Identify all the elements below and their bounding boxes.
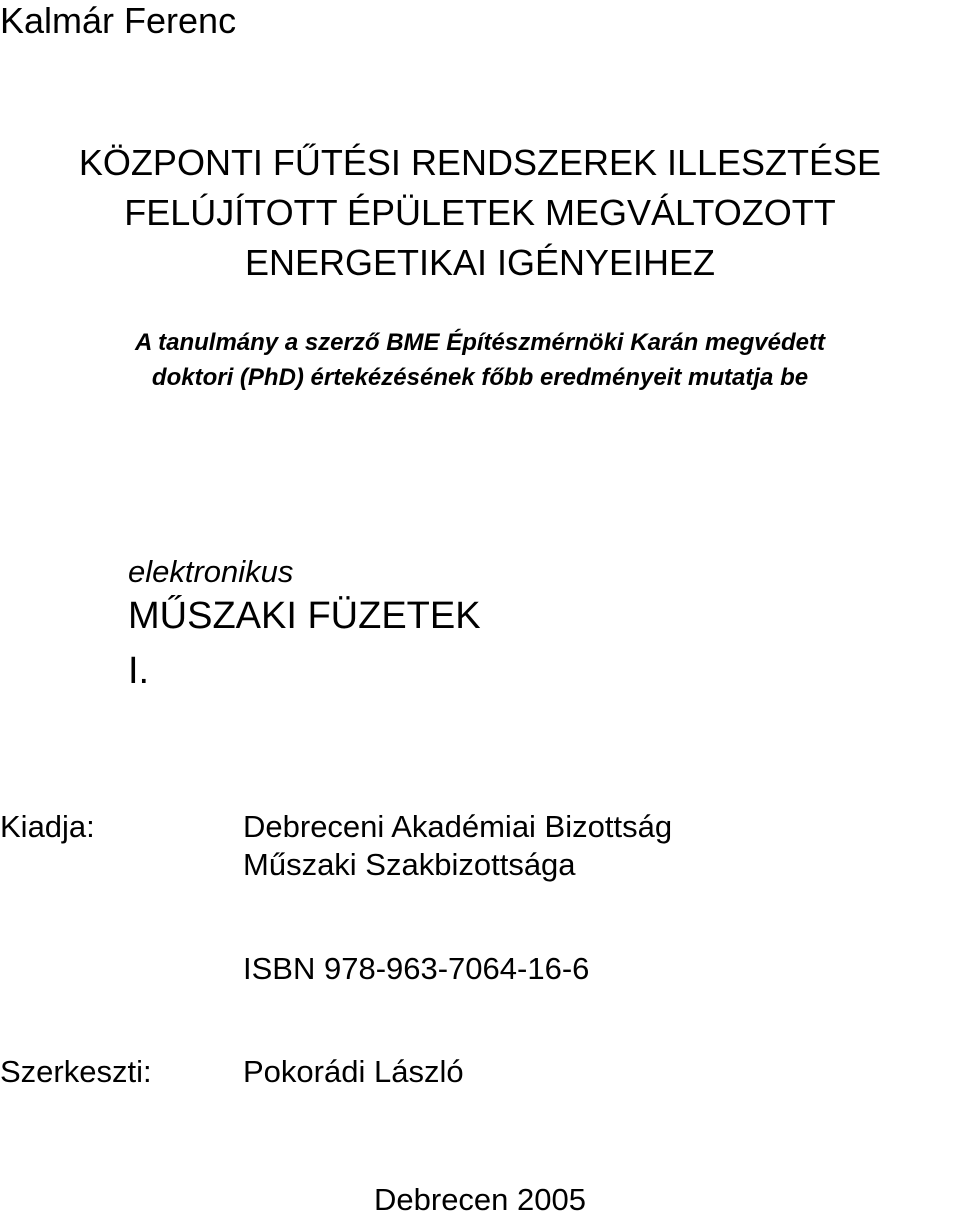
series-volume: I.: [128, 650, 150, 692]
isbn: ISBN 978-963-7064-16-6: [243, 951, 590, 986]
place-and-year: Debrecen 2005: [374, 1182, 586, 1217]
title-line-3: ENERGETIKAI IGÉNYEIHEZ: [244, 242, 716, 283]
publisher-line-2: Műszaki Szakbizottsága: [243, 847, 576, 882]
title-line-2: FELÚJÍTOTT ÉPÜLETEK MEGVÁLTOZOTT: [124, 192, 836, 233]
series-kind: elektronikus: [128, 554, 294, 589]
title-line-1: KÖZPONTI FŰTÉSI RENDSZEREK ILLESZTÉSE: [78, 142, 882, 183]
subtitle-line-1: A tanulmány a szerző BME Építészmérnöki Karán megvédett: [135, 329, 825, 356]
editor-name: Pokorádi László: [243, 1054, 464, 1089]
publisher-label: Kiadja:: [0, 809, 95, 844]
author-name: Kalmár Ferenc: [0, 0, 237, 41]
series-name: MŰSZAKI FÜZETEK: [128, 595, 481, 637]
editor-label: Szerkeszti:: [0, 1054, 152, 1089]
subtitle-line-2: doktori (PhD) értekézésének főbb eredményeit mutatja be: [151, 364, 809, 391]
publisher-line-1: Debreceni Akadémiai Bizottság: [243, 809, 673, 844]
